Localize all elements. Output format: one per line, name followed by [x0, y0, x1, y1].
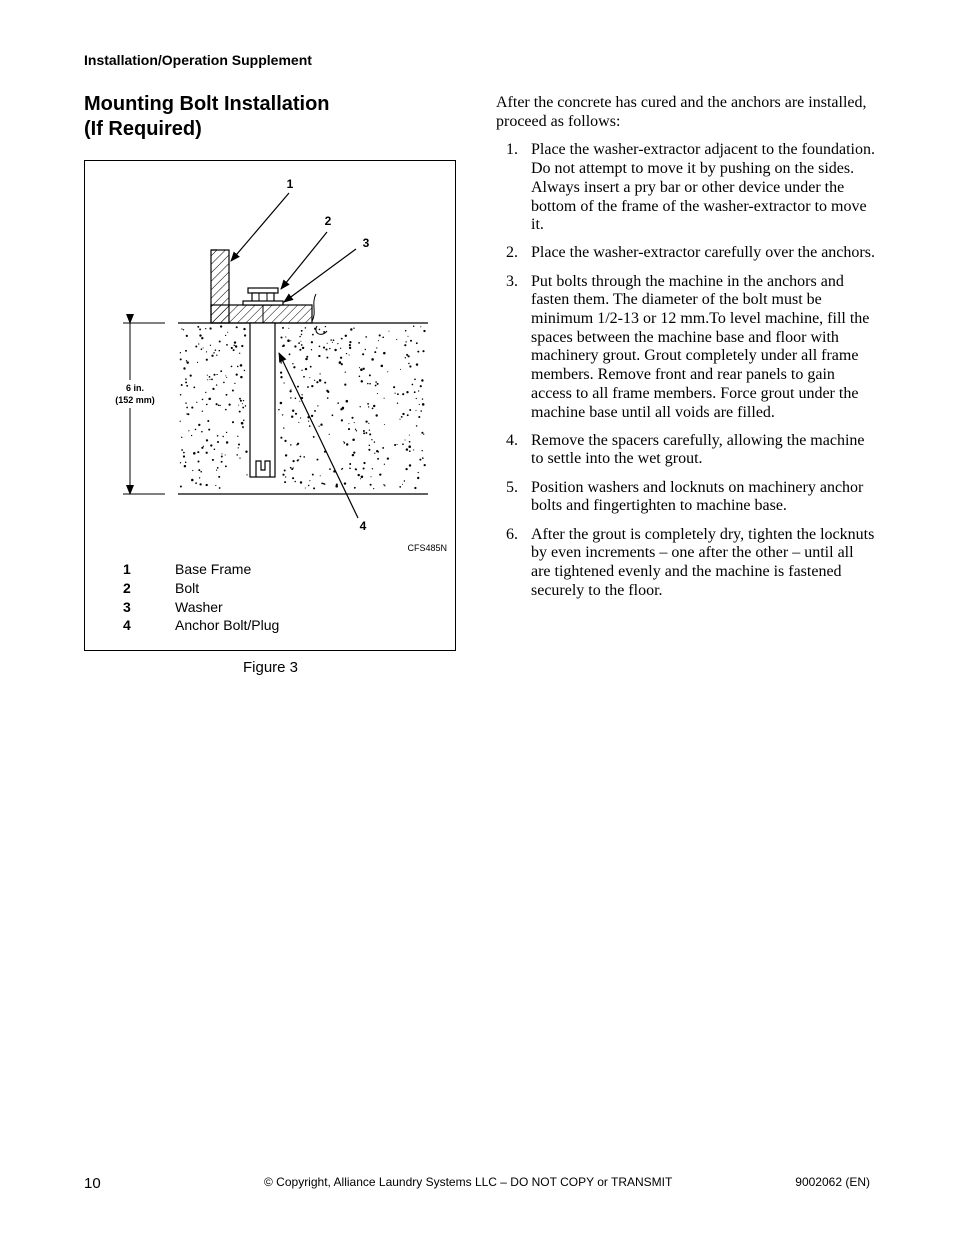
- anchor-bolt-plug: [250, 323, 275, 477]
- legend-item: [123, 598, 279, 617]
- steps-list: [496, 141, 876, 600]
- step-text: Place the washer-extractor adjacent to the foundation. Do not attempt to move it by pushing on the sides. Always insert a pry bar or other device under the bottom of the frame of the washer-extractor to move it.: [531, 141, 875, 234]
- figure-box: [84, 160, 456, 651]
- step-text: Position washers and locknuts on machinery anchor bolts and fingertighten to machine base.: [531, 478, 864, 515]
- step-text: Place the washer-extractor carefully over the anchors.: [531, 244, 875, 262]
- figure-code: CFS485N: [407, 543, 447, 553]
- section-title-line-1: Mounting Bolt Installation: [84, 93, 330, 115]
- step-number: 2.: [506, 244, 518, 262]
- section-title: [84, 92, 330, 142]
- step-text: Put bolts through the machine in the anchors and fasten them. The diameter of the bolt must be minimum 1/2-13 or 12 mm.To level machine, fill the spaces between the machine base and floor with machinery grout. Grout completely under all frame members. Remove front and rear panels to gain access to all frame members. Force grout under the machine base until all voids are filled.: [531, 272, 870, 421]
- grout-break-line: [312, 294, 316, 321]
- legend-number: 2: [123, 579, 131, 596]
- list-item: [496, 526, 876, 601]
- callout-1: 1: [286, 177, 294, 191]
- document-number: 9002062 (EN): [795, 1175, 870, 1189]
- legend-label: Base Frame: [175, 561, 252, 577]
- instructions-column: [496, 94, 876, 610]
- list-item: [496, 479, 876, 516]
- step-number: 4.: [506, 431, 518, 449]
- dimension-marker: [123, 323, 165, 494]
- step-number: 3.: [506, 272, 518, 290]
- legend-label: Anchor Bolt/Plug: [175, 617, 280, 634]
- callout-2: 2: [324, 214, 332, 228]
- intro-paragraph: After the concrete has cured and the anchors are installed, proceed as follows:: [496, 94, 867, 130]
- step-number: 6.: [506, 525, 518, 543]
- document-header: Installation/Operation Supplement: [84, 52, 312, 68]
- legend-label: Washer: [175, 598, 223, 615]
- figure-legend: [123, 560, 279, 635]
- page-number: 10: [84, 1175, 101, 1192]
- legend-label: Bolt: [175, 579, 200, 596]
- list-item: [496, 244, 876, 263]
- legend-item: [123, 560, 279, 579]
- legend-number: 4: [123, 617, 131, 634]
- step-text: Remove the spacers carefully, allowing the machine to settle into the wet grout.: [531, 431, 865, 468]
- step-number: 5.: [506, 478, 518, 496]
- legend-item: [123, 579, 279, 598]
- washer: [243, 301, 283, 305]
- copyright-notice: © Copyright, Alliance Laundry Systems LLC – DO NOT COPY or TRANSMIT: [264, 1175, 673, 1189]
- dimension-label-mm: (152 mm): [115, 395, 155, 405]
- list-item: [496, 141, 876, 235]
- step-text: After the grout is completely dry, tighten the locknuts by even increments – one after the other – until all are tightened evenly and the machine is fastened securely to the floor.: [531, 525, 875, 599]
- legend-number: 3: [123, 598, 131, 615]
- base-frame: [211, 250, 312, 323]
- section-title-line-2: (If Required): [84, 118, 202, 140]
- figure-caption: Figure 3: [243, 659, 299, 676]
- legend-item: [123, 616, 279, 635]
- callout-3: 3: [362, 236, 370, 250]
- dimension-label-inches: 6 in.: [125, 383, 145, 393]
- list-item: [496, 273, 876, 423]
- concrete-foundation: [178, 323, 428, 494]
- step-number: 1.: [506, 141, 518, 159]
- legend-number: 1: [123, 561, 131, 577]
- list-item: [496, 432, 876, 469]
- callout-4: 4: [359, 519, 367, 533]
